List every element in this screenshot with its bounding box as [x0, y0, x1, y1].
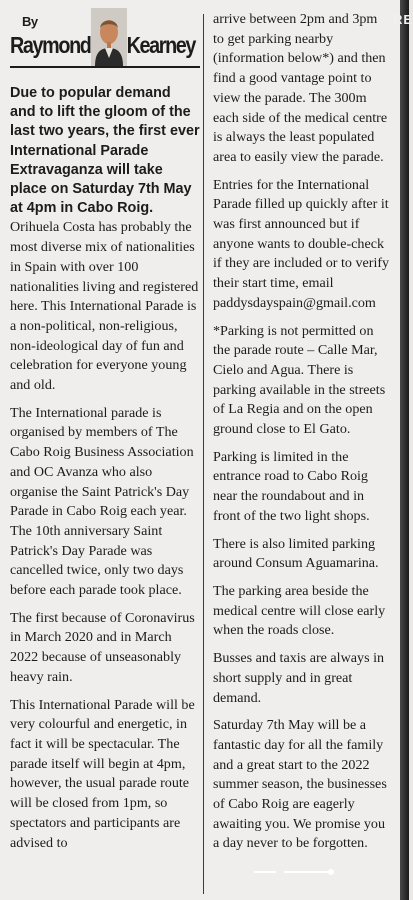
left-paragraph-4: This International Parade will be very colourful and energetic, in fact it will be spectacular. The parade itself will begin at 4pm, however, the usual parade route will be closed from 1pm, so spectators and participants are advised to [10, 696, 195, 851]
scroll-indicator-dot[interactable] [328, 869, 334, 875]
author-first-name: Raymond [10, 32, 91, 58]
next-page-edge-label: RE [393, 12, 413, 27]
next-page-edge [400, 0, 409, 900]
byline [10, 8, 200, 76]
left-paragraph-1: Orihuela Costa has probably the most diverse mix of nationalities in Spain with over 100 nationalities living and registered here. This International Parade is a non-political, non-religious, non-ideological day of fun and celebration for everyone young and old. [10, 219, 199, 394]
lead-paragraph: Due to popular demand and to lift the gloom of the last two years, the first ever International Parade Extravaganza will take place on Saturday 7th May at 4pm in Cabo Roig. [10, 85, 200, 217]
author-portrait [91, 8, 127, 66]
right-column [213, 0, 391, 900]
right-paragraph-6: The parking area beside the medical centre will close early when the roads close. [213, 582, 386, 639]
right-paragraph-4: Parking is limited in the entrance road to Cabo Roig near the roundabout and in front of the two light shops. [213, 448, 370, 524]
right-paragraph-2: Entries for the International Parade filled up quickly after it was first announced but if anyone wants to double-check if they are included or to verify their start time, email paddysdayspain@gmail.com [213, 176, 390, 311]
byline-by: By [22, 14, 38, 29]
left-paragraph-2: The International parade is organised by members of The Cabo Roig Business Association and OC Avanza who also organise the Saint Patrick's Day Parade in Cabo Roig each year. The 10th anniversary Saint Patrick's Day Parade was cancelled twice, only two days before each parade took place. [10, 404, 194, 599]
right-paragraph-1: arrive between 2pm and 3pm to get parking nearby (information below*) and then find a good vantage point to view the parade. The 300m each side of the medical centre is always the least populated area to easily view the parade. [213, 11, 388, 165]
right-paragraph-8: Saturday 7th May will be a fantastic day for all the family and a great start to the 2022 summer season, the businesses of Cabo Roig are eagerly awaiting you. We promise you a day never to be forgotten. [213, 717, 387, 852]
scroll-indicator-bar [254, 871, 276, 873]
column-divider [203, 14, 204, 894]
page-scroll-indicator[interactable] [254, 869, 344, 875]
right-paragraph-3: *Parking is not permitted on the parade route – Calle Mar, Cielo and Agua. There is parking available in the streets of La Regia and on the open ground close to El Gato. [213, 322, 386, 438]
left-paragraph-3: The first because of Coronavirus in March 2020 and in March 2022 because of unseasonably heavy rain. [10, 609, 195, 685]
right-paragraph-5: There is also limited parking around Consum Aguamarina. [213, 535, 379, 572]
byline-rule [10, 66, 200, 68]
right-paragraph-7: Busses and taxis are always in short supply and in great demand. [213, 650, 385, 706]
left-column [10, 0, 200, 900]
scroll-indicator-track [284, 871, 330, 873]
author-last-name: Kearney [126, 32, 196, 58]
